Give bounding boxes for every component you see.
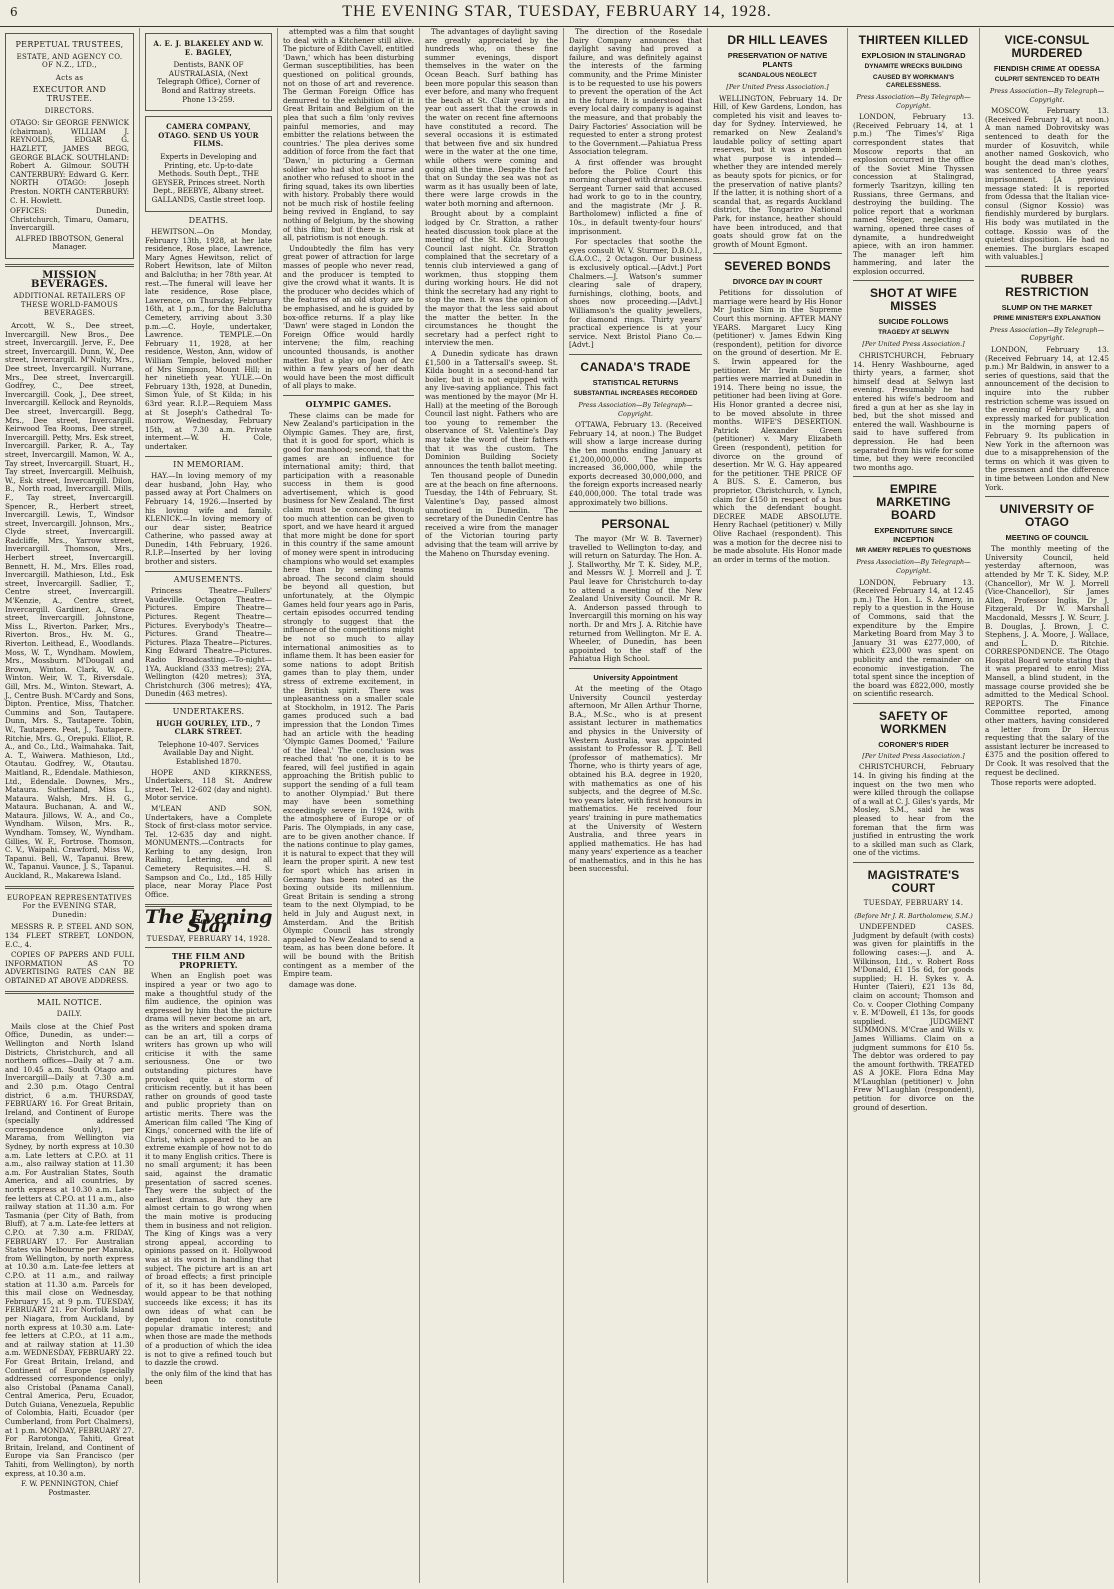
perpetual-acts: Acts as bbox=[55, 73, 84, 82]
divider bbox=[5, 886, 134, 889]
general-manager: ALFRED IBBOTSON, General Manager. bbox=[15, 233, 124, 252]
thirteen-killed-subhead: EXPLOSION IN STALINGRAD bbox=[861, 51, 966, 60]
safety-of-workmen-body: CHRISTCHURCH, February 14. In giving his finding at the inquest on the two men who were killed through the collapse of a wall at C. J. Giles's yards, Mr Mosley, S.M., said he was pleased to hear from the foreman that the firm was justified in entrusting the work to a skilled man such as Clark, one of the victims. bbox=[853, 762, 974, 858]
divider bbox=[853, 862, 974, 863]
mail-notice-title: MAIL NOTICE. bbox=[36, 997, 103, 1007]
thirteen-killed-subhead-3: CAUSED BY WORKMAN'S CARELESSNESS. bbox=[872, 74, 955, 89]
canada-trade-body: OTTAWA, February 13. (Received February 14, at noon.) The Budget will show a large increase during the ten months ending January at £1,200,000,000. The imports increased 36,000,000, while the exports decreased 30,000,000, and the foreign exports increased nearly £40,000,000. The total trade was approximately two billions. bbox=[569, 420, 702, 507]
divider bbox=[283, 395, 414, 396]
empire-marketing-headline: EMPIRE MARKETING BOARD bbox=[876, 482, 951, 523]
shot-at-wife-byline: [Per United Press Association.] bbox=[862, 340, 965, 349]
canada-trade-byline: Press Association—By Telegraph—Copyright. bbox=[578, 400, 693, 418]
page-number: 6 bbox=[10, 5, 18, 19]
editorial-body-continued-2: Undoubtedly the film has very great power of attraction for large masses of people who never read, and the producer is tempted to give the crowd what it wants. It is the producer who decides which of the features of an old story are to be emphasised, and he is guided by box-office returns. If a play like 'Dawn' were staged in London the Foreign Office would hardly intervene; the film, reaching uncounted thousands, is another matter. But a play on Joan of Arc within a few years of her death would have been the most difficult of all plays to make. bbox=[283, 243, 414, 391]
university-otago-subhead: MEETING OF COUNCIL bbox=[1005, 533, 1089, 543]
divider bbox=[5, 991, 134, 994]
undertakers-title: UNDERTAKERS. bbox=[172, 706, 245, 716]
divider bbox=[145, 703, 272, 704]
university-otago-body: The monthly meeting of the University Council, held yesterday afternoon, was attended by Mr T. K. Sidey, M.P. (Chancellor), Mr W. J. Morrell (Vice-Chancellor), Sir James Allen, Professor Inglis, Dr J. Fitzgerald, Dr W. Marshall Macdonald, Messrs J. W. Scurr, J. B. Douglas, J. Brown, J. C. Stephens, J. A. Moore, J. Wallace, and L. D. Ritchie. CORRESPONDENCE. The Otago Hospital Board wrote stating that it was prepared to enrol Miss Mansell, a blind student, in the massage course provided she be admitted to the Medical School. REPORTS. The Finance Committee reported, among other matters, having considered a letter from Dr Hercus requesting that the salary of the assistant lecturer be increased to £375 and the position offered to Dr Cook. It was resolved that the request be declined. bbox=[985, 544, 1109, 777]
editorial-body-continued: attempted was a film that sought to deal with a Kitchener still alive. The picture of Edith Cavell, entitled 'Dawn,' which has been disturbing German susceptibilities, has been questioned on political grounds, not on those of art and reverence. The German Foreign Office has demurred to the exhibition of it in Great Britain and Belgium on the plea that such a film 'only revives painful memories, and may embitter the relations between the countries.' The plea derives some addition of force from the fact that 'Dawn,' in picturing a German soldier who had shot a nurse and another who refused to shoot in the firing squad, takes its own liberties with history. Probably there would not be much risk of hostile feeling being revived in England, to say nothing of Belgium, by the showing of this film; but if there is risk at all, patriotism is not enough. bbox=[283, 28, 414, 243]
mission-beverages-subtitle: ADDITIONAL RETAILERS OF THESE WORLD-FAMOUS BEVERAGES. bbox=[13, 292, 126, 318]
thirteen-killed-byline: Press Association—By Telegraph—Copyright. bbox=[856, 93, 971, 110]
divider bbox=[985, 266, 1109, 267]
safety-of-workmen-byline: [Per United Press Association.] bbox=[862, 751, 965, 760]
column-6 bbox=[708, 28, 848, 1583]
evening-star-nameplate: The Evening Star bbox=[145, 906, 272, 938]
divider bbox=[713, 253, 842, 254]
severed-bonds-subhead: DIVORCE DAY IN COURT bbox=[732, 277, 823, 287]
dentists-ad bbox=[145, 33, 272, 111]
column-5 bbox=[564, 28, 708, 1583]
perpetual-subtitle: ESTATE, AND AGENCY CO. OF N.Z., LTD., bbox=[16, 52, 123, 70]
rubber-restriction-byline: Press Association—By Telegraph—Copyright. bbox=[989, 325, 1105, 343]
camera-company-ad bbox=[145, 116, 272, 211]
rubber-restriction-subhead: SLUMP ON THE MARKET bbox=[1001, 302, 1093, 312]
olympic-games-body: These claims can be made for New Zealand's participation in the Olympic Games. They are, first, that it is good for sport, which is good for manhood; second, that the games are an influence for international amity; third, that participation with a reasonable success in them is good advertisement, which is good business for New Zealand. The first claim must be conceded, though too much attention can be given to sport, and we have heard it argued that more might be done for sport in this country if the same amount of money were spent in introducing champions who would set examples here than by sending teams abroad. The second claim should be beyond all question, but unfortunately, at the Olympic Games held four years ago in Paris, certain episodes occurred tending strongly to suggest that the influence of the competitions might be not so much to allay international animosities as to inflame them. It has been easier for some nations to adopt British games than to play them, under stress of extreme excitement, in the British spirit. There was unpleasantness on a smaller scale at Stockholm, in 1912. The Paris games produced such a bad impression that the London Times had an article with the heading 'Olympic Games Doomed,' 'Failure of the Ideal.' The conclusion was reached that 'no one, it is to be feared, will feel justified in again approaching the British public to support the sending of a full team to another Olympiad.' But there may have been something exceedingly severe in 1924, with the atmosphere of Europe or of Paris. The Olympiads, in any case, are to be given another chance. If the nations continue to play games, it is natural to expect that they will learn the proper spirit. A new test for sport which has arisen in Germany has been noted as the boxing outside its millennium. Great Britain is sending a strong team to the next Olympiad, to be held in July and August next, in Amsterdam. And the British Olympic Council has strongly appealed to New Zealand to send a team, as has been done before. It will be bound with the British contingent as a member of the Empire team. bbox=[283, 410, 414, 979]
vice-consul-subhead: FIENDISH CRIME AT ODESSA bbox=[993, 64, 1101, 73]
deaths-title: DEATHS. bbox=[188, 215, 229, 225]
dr-hill-headline: DR HILL LEAVES bbox=[727, 33, 828, 47]
thirteen-killed-subhead-2: DYNAMITE WRECKS BUILDING bbox=[864, 63, 963, 70]
magistrates-court-before: (Before Mr J. R. Bartholomew, S.M.) bbox=[854, 911, 973, 920]
empire-marketing-byline: Press Association—By Telegraph—Copyright. bbox=[856, 558, 971, 575]
divider bbox=[985, 496, 1109, 497]
dr-hill-body: WELLINGTON, February 14. Dr Hill, of Kew Gardens, London, has completed his visit and leaves to-day for Sydney. Interviewed, he remarked on New Zealand's laudable policy of setting apart reserves, but it was a problem what purpose is intended—whether they are intended merely as beauty spots for picnics, or for the preservation of native plants? If the latter, it is nothing short of a scandal that, as regards Auckland district, the Tongariro National Park, for instance, heather should have been introduced, and that goats should grow fat on the growth of Mount Egmont. bbox=[713, 93, 842, 249]
local-news-paragraph: The advantages of daylight saving are greatly appreciated by the hundreds who, on these fine summer evenings, disport themselves in the water on the Ocean Beach. Surf bathing has been more popular this season than ever before, and many who frequent the beach at St. Clair year in and year out assert that the crowds in the water on recent fine afternoons have constituted a record. The several occasions it is estimated that between five and six hundred were in the water at the one time, while others were coming and going all the time. Despite the fact that on Sunday the sea was not as warm as it has usually been of late, there were large crowds in the water both morning and afternoon. bbox=[425, 28, 559, 208]
small-advertisements: For spectacles that soothe the eyes consult W. V. Sturmer, D.B.O.I., G.A.O.C., 2 Octagon. Our business is exclusively optical.—[Advt.] Port Chalmers.—J. Watson's summer clearing sale of drapery, furnishings, clothing, boots, and shoes now proceeding.—[Advt.] Williamson's the quality jewellers, for diamond rings. Thirty years' practical experience is at your service. Next Bristol Piano Co.—[Advt.] bbox=[569, 237, 702, 350]
dentists-ad-heading: A. E. J. BLAKELEY AND W. E. BAGLEY, bbox=[153, 39, 264, 57]
dr-hill-subhead: PRESERVATION OF NATIVE PLANTS bbox=[727, 51, 828, 69]
personal-body: The mayor (Mr W. B. Taverner) travelled to Wellington to-day, and will return on Saturday. The Hon. A. J. Stallworthy, Mr T. K. Sidey, M.P., and Messrs W. J. Morrell and J. T. Paul leave for Christchurch to-day to attend a meeting of the New Zealand University Council. Mr R. A. Anderson passed through to Invercargill this morning on his way north. Dr and Mrs J. A. Ritchie have returned from Wellington. Mr E. A. Wheeler, of Dunedin, has been appointed to the staff of the Pahiatua High School. bbox=[569, 534, 702, 664]
perpetual-role: EXECUTOR AND TRUSTEE. bbox=[32, 85, 107, 103]
dentists-ad-body: Dentists, BANK OF AUSTRALASIA, (Next Telegraph Office), Corner of Bond and Rattray streets. Phone 13-259. bbox=[157, 60, 260, 104]
directors-heading: DIRECTORS. bbox=[44, 106, 95, 115]
university-appointment-headline: University Appointment bbox=[593, 673, 678, 682]
rubber-restriction-subhead-2: PRIME MINISTER'S EXPLANATION bbox=[993, 314, 1101, 322]
mail-notice-signoff: F. W. PENNINGTON, Chief Postmaster. bbox=[20, 1479, 119, 1497]
perpetual-trustees-ad bbox=[5, 33, 134, 259]
vice-consul-subhead-2: CULPRIT SENTENCED TO DEATH bbox=[994, 76, 1100, 83]
safety-of-workmen-headline: SAFETY OF WORKMEN bbox=[879, 708, 948, 736]
local-news-paragraph: Brought about by a complaint lodged by Cr. Stratton, a rather heated discussion took place at the meeting of the St. Kilda Borough Council last night. Cr. Stratton complained that the secretary of a tennis club interviewed a gang of workmen, thus stopping them during working hours. He did not think the secretary had any right to stop the men. It was the opinion of the mayor that the less said about the matter the better. In the circumstances he thought the secretary had a perfect right to interview the men. bbox=[425, 209, 558, 348]
amusements-body: Princess Theatre—Fullers' Vaudeville. Octagon Theatre—Pictures. Empire Theatre—Pictures. Regent Theatre—Pictures. Everybody's Theatre—Pictures. Grand Theatre—Pictures. Plaza Theatre—Pictures. King Edward Theatre—Pictures. Radio Broadcasting.—To-night—1YA, Auckland (333 metres); 2YA, Wellington (420 metres); 3YA, Christchurch (306 metres); 4YA, Dunedin (463 metres). bbox=[145, 586, 272, 699]
canada-trade-subhead: STATISTICAL RETURNS bbox=[592, 377, 679, 387]
column-4 bbox=[420, 28, 564, 1583]
canada-trade-headline: CANADA'S TRADE bbox=[580, 359, 691, 374]
amusements-title: AMUSEMENTS. bbox=[173, 574, 244, 584]
mission-beverages-title: MISSION BEVERAGES. bbox=[30, 270, 109, 290]
gourley-body: Telephone 10-407. Services Available Day and Night. Established 1870. bbox=[158, 739, 259, 766]
mail-notice-body: Mails close at the Chief Post Office, Dunedin, as under:— Wellington and North Island Districts, Christchurch, and all northern offices—Daily at 7 a.m. and 10.45 a.m. South Otago and Invercargill—Daily at 7.30 a.m. and 2.30 p.m. Otago Central district, 6 a.m. THURSDAY, FEBRUARY 16. For Great Britain, Ireland, and Continent of Europe (specially addressed correspondence only), per Marama, from Wellington via Sydney, by north express at 10.30 a.m. Late letters at C.P.O. at 11 a.m., also railway station at 11.30 a.m. For Australian States, South America, and all countries, by north express at 10.30 a.m. Late-fee letters at C.P.O. at 11 a.m., also railway station at 11.30 a.m. For Tasmania (per City of Bath, from Bluff), at 7 a.m. Late-fee letters at C.P.O. at 7.30 a.m. FRIDAY, FEBRUARY 17. For Australian States via Melbourne per Manuka, from Wellington, by north express at 10.30 a.m. Late-fee letters at C.P.O. at 11 a.m., and railway station at 11.30 a.m. Parcels for this mail close on Wednesday, February 15, at 9 p.m. TUESDAY, FEBRUARY 21. For Norfolk Island per Niagara, from Auckland, by north express at 10.30 a.m. Late-fee letters at C.P.O., at 11 a.m., and at railway station at 11.30 a.m. WEDNESDAY, FEBRUARY 22. For Great Britain, Ireland, and Continent of Europe (specially addressed correspondence only), also Cristobal (Panama Canal), Central America, Peru, Ecuador, Dutch Guiana, Venezuela, Republic of Colombia, Haiti, Ecuador (per Cumberland, from Port Chalmers), at 1 p.m. MONDAY, FEBRUARY 27. For Rarotonga, Tahiti, Great Britain, Ireland, and Continent of Europe via San Francisco (per Tahiti, from Wellington), by north express, at 10.30 a.m. bbox=[5, 1021, 134, 1478]
column-2 bbox=[140, 28, 278, 1583]
in-memoriam-body: HAY.—In loving memory of my dear husband, John Hay, who passed away at Port Chalmers on February 14, 1926.—Inserted by his loving wife and family. KLENICK.—In loving memory of our dear sister, Beatrice Catherine, who passed away at Dunedin, 14th February, 1926. R.I.P.—Inserted by her loving brother and sisters. bbox=[145, 471, 272, 567]
camera-ad-body: Experts in Developing and Printing, etc. Up-to-date Methods. South Dept., THE GEYSER, Princes street. North Dept., BEEBYE, Albany street. GALLANDS, Castle street loop. bbox=[151, 151, 266, 204]
divider bbox=[5, 264, 134, 267]
local-news-paragraph: Ten thousand people of Dunedin are at the beach on fine afternoons. Tuesday, the 14th of February, St. Valentine's Day, passed almost unnoticed in Dunedin. The secretary of the Dunedin Centre has received a wire from the manager of the Victorian touring party advising that the team will arrive by the Maheno on Thursday evening. bbox=[425, 471, 558, 558]
university-otago-closing: Those reports were adopted. bbox=[991, 778, 1097, 788]
european-representatives-body: MESSRS R. P. STEEL AND SON, 134 FLEET STREET, LONDON, E.C., 4. bbox=[5, 922, 134, 949]
camera-ad-heading: CAMERA COMPANY, OTAGO. SEND US YOUR FILMS. bbox=[158, 122, 259, 149]
vice-consul-byline: Press Association—By Telegraph—Copyright. bbox=[989, 87, 1105, 104]
editorial-continuation: the only film of the kind that has been bbox=[145, 1368, 272, 1387]
empire-marketing-body: LONDON, February 13. (Received February 14, at 12.45 p.m.) The Hon. L. S. Amery, in reply to a question in the House of Commons, said that the expenditure by the Empire Marketing Board from May 3 to January 31 was £277,000, of which £23,000 was spent on publicity and the remainder on economic investigation. The total spent since the inception of the board was £822,000, mostly on scientific research. bbox=[853, 577, 974, 699]
divider bbox=[145, 571, 272, 572]
local-news-paragraph: The direction of the Rosedale Dairy Company announces that daylight saving had proved a failure, and was definitely against the interests of the farming community, and the Prime Minister is to be requested to use his powers to prevent the operation of the Act in the future. It is understood that every local dairy company is against the measure, and that probably the Dairy Factories' Association will be requested to enter a strong protest to the Government.—Pahiatua Press Association telegram. bbox=[569, 28, 702, 157]
mail-notice-daily: DAILY. bbox=[56, 1010, 83, 1019]
divider bbox=[853, 280, 974, 281]
rubber-restriction-body: LONDON, February 13. (Received February 14, at 12.45 p.m.) Mr Baldwin, in answer to a series of questions, said that the announcement of the decision to inquire into the rubber restriction scheme was issued on the evening of February 9, and expressly marked for publication in the morning papers of February 9. Its publication in New York in the afternoon was due to a misapprehension of the terms on which it was given to the pressmen and the difference in time between London and New York. bbox=[985, 345, 1109, 492]
divider bbox=[145, 947, 272, 948]
canada-trade-subhead-2: SUBSTANTIAL INCREASES RECORDED bbox=[573, 389, 698, 397]
dr-hill-byline: [Per United Press Association.] bbox=[726, 83, 829, 91]
safety-of-workmen-subhead: CORONER'S RIDER bbox=[878, 739, 949, 749]
editorial-body: When an English poet was inspired a year or two ago to make a thoughtful study of the film audience, the opinion was expressed by him that the picture drama will never become an art, as the writers and spoken drama can be an art, till a corps of writers has grown up who will criticise it with the same seriousness. One or two outstanding pictures have provoked quite a storm of criticism recently, but it has been rather on grounds of good taste and public propriety than on artistic merits. There was the American film called 'The King of Kings,' concerned with the life of Christ, which appeared to be an extreme example of how not to do it to many English critics. There is no small argument; it has been said, against the dramatic presentation of sacred scenes. They were the subject of the earliest dramas. But they are almost certain to go wrong when the main motive is producing them in business and not religion. The King of Kings was a very strong appeal, according to opinions passed on it. Hollywood was at its worst in handling that subject. The picture art is an art of broad effects; a first principle of it, so it has been developed, would appear to be that nothing succeeds like excess; it has its own ideas of what can be depended upon to constitute popular dramatic interest; and when those are made the methods of a production of which the idea is not to give a refined touch but to dazzle the crowd. bbox=[145, 971, 272, 1368]
empire-marketing-subhead: EXPENDITURE SINCE INCEPTION bbox=[874, 526, 953, 545]
column-8 bbox=[980, 28, 1114, 1583]
olympic-games-heading: OLYMPIC GAMES. bbox=[305, 398, 392, 409]
university-otago-headline: UNIVERSITY OF OTAGO bbox=[999, 502, 1095, 530]
local-news-paragraph: A Dunedin sydicate has drawn £1,500 in a Tattersall's sweep. St. Kilda bought in a second-hand tar boiler, but it is not equipped with any live-saving appliance. This fact was mentioned by the mayor (Mr H. Hall) at the meeting of the Borough Council last night. Fathers who are too young to remember the observance of St. Valentine's Day may take the word of their fathers that it was the custom. The Dominion Building Society announces the tenth ballot meeting. bbox=[425, 348, 558, 470]
column-1 bbox=[0, 28, 140, 1583]
severed-bonds-headline: SEVERED BONDS bbox=[724, 259, 831, 274]
column-3-tail: damage was done. bbox=[289, 979, 357, 989]
editorial-heading: THE FILM AND PROPRIETY. bbox=[171, 951, 246, 970]
shot-at-wife-subhead: SUICIDE FOLLOWS bbox=[878, 317, 949, 327]
european-representatives-note: COPIES OF PAPERS AND FULL INFORMATION AS TO ADVERTISING RATES CAN BE OBTAINED AT ABOVE ADDRESS. bbox=[5, 950, 134, 985]
divider bbox=[853, 476, 974, 477]
personal-headline: PERSONAL bbox=[601, 517, 670, 532]
editorial-date: TUESDAY, FEBRUARY 14, 1928. bbox=[146, 934, 271, 943]
magistrates-court-date: TUESDAY, FEBRUARY 14. bbox=[863, 899, 964, 907]
divider bbox=[853, 703, 974, 704]
dr-hill-subhead-2: SCANDALOUS NEGLECT bbox=[738, 72, 817, 79]
magistrates-court-headline: MAGISTRATE'S COURT bbox=[867, 868, 960, 895]
offices-list: OFFICES: Dunedin, Christchurch, Timaru, Oamaru, Invercargill. bbox=[10, 206, 129, 233]
page-columns bbox=[0, 28, 1114, 1583]
empire-marketing-subhead-2: MR AMERY REPLIES TO QUESTIONS bbox=[855, 547, 972, 555]
deaths-body: HEWITSON.—On Monday, February 13th, 1928, at her late residence, Rose place, Lawrence, Mary Agnes Hewitson, relict of Robert Hewitson, late of Milton and Balclutha; in her 78th year. At rest.—The funeral will leave her late residence, Rose place, Lawrence, on Thursday, February 16th, at 1 p.m., for the Balclutha Cemetery, arriving about 3.30 p.m.—C. Hoyle, undertaker, Lawrence. TEMPLE.—On February 11, 1928, at her residence, Weston, Ann, widow of William Temple, beloved mother of Mrs Simpson, Mount Hill; in her ninetieth year. YULE.—On February 13th, 1928, at Dunedin, Simon Yule, of St Kilda; in his 63rd year. R.I.P.—Requiem Mass at St Joseph's Cathedral To-morrow, Wednesday, February 15th, at 7.30 a.m. Private interment.—W. H. Cole, undertaker. bbox=[145, 227, 272, 451]
column-3 bbox=[278, 28, 420, 1583]
shot-at-wife-headline: SHOT AT WIFE MISSES bbox=[869, 286, 958, 314]
directors-list: OTAGO: Sir GEORGE FENWICK (chairman), WILLIAM J. REYNOLDS, EDGAR G. HAZLETT, JAMES BEGG, GEORGE BLACK. SOUTHLAND: Robert A. Gilmour. SOUTH CANTERBURY: Edward G. Kerr. NORTH OTAGO: Joseph Preston. NORTH CANTERBURY: C. H. Howlett. bbox=[10, 118, 129, 205]
newspaper-masthead-title: THE EVENING STAR, TUESDAY, FEBRUARY 14, 1928. bbox=[342, 3, 772, 20]
divider bbox=[569, 354, 702, 355]
severed-bonds-body: Petitions for dissolution of marriage were heard by His Honor Mr Justice Sim in the Supreme Court this morning. AFTER MANY YEARS. Margaret Lucy King (petitioner) v. James Edwin King (respondent), petition for divorce on the ground of desertion. Mr E. S. Irwin appeared for the petitioner. Mr Irwin said the parties were married at Dunedin in 1914. There being no issue, the petitioner had been living at Gore. His Honor granted a decree nisi, to be moved absolute in three months. WIFE'S DESERTION. Patrick Alexander Green (petitioner) v. Mary Elizabeth Green (respondent), petition for divorce on the ground of desertion. Mr W. G. Hay appeared for the petitioner. THE PRICE OF A BUS. S. E. Cameron, bus proprietor, Christchurch, v. Lynch, claim for £150 in respect of a bus which the defendant bought. DECREE MADE ABSOLUTE. Henry Rachael (petitioner) v. Milly Olive Rachael (respondent). This was a motion for the decree nisi to be made absolute. His Honor made an order in terms of the motion. bbox=[713, 288, 842, 564]
university-appointment-body: At the meeting of the Otago University Council yesterday afternoon, Mr Allen Arthur Thorne, B.A., M.Sc., who is at present assistant lecturer in mathematics and physics in the University of Western Australia, was appointed assistant to Professor R. J. T. Bell (professor of mathematics). Mr Thorne, who is thirty years of age, obtained his B.A. degree in 1920, with mathematics as one of his subjects, and the degree of M.Sc. two years later, with first honours in mathematics. He received four years' training in pure mathematics at the University of Western Australia, and three years in applied mathematics. He has had many years' experience as a teacher of mathematics, and in this he has been successful. bbox=[569, 684, 703, 874]
gourley-heading: HUGH GOURLEY, LTD., 7 CLARK STREET. bbox=[156, 718, 261, 737]
perpetual-title: PERPETUAL TRUSTEES, bbox=[15, 40, 124, 49]
thirteen-killed-body: LONDON, February 13. (Received February 14, at 1 p.m.) 'The Times's' Riga correspondent states that Moscow reports that an explosion occurred in the office of the Soviet Mine Thyssen concession at Stalingrad, formerly Tsaritzyn, killing ten Russians, three Germans, and destroying the building. The police report that a workman named Steiger, neglecting a warning, opened three cases of dynamite, a hundredweight apiece, with an iron hammer. The manager left him hammering, and later the explosion occurred. bbox=[853, 112, 974, 276]
divider bbox=[145, 456, 272, 457]
local-news-paragraph: A first offender was brought before the Police Court this morning charged with drunkenness. Sergeant Turner said that accused had work to go to in the country, and the magistrate (Mr J. R. Bartholomew) inflicted a fine of 10s., in default twenty-four hours' imprisonment. bbox=[569, 157, 702, 236]
divider bbox=[569, 668, 702, 669]
rubber-restriction-headline: RUBBER RESTRICTION bbox=[1005, 271, 1089, 299]
vice-consul-headline: VICE-CONSUL MURDERED bbox=[1004, 33, 1090, 60]
shot-at-wife-subhead-2: TRAGEDY AT SELWYN bbox=[878, 329, 949, 337]
european-representatives-title: EUROPEAN REPRESENTATIVES For the EVENING STAR, Dunedin: bbox=[6, 893, 133, 919]
in-memoriam-title: IN MEMORIAM. bbox=[173, 459, 244, 469]
shot-at-wife-body: CHRISTCHURCH, February 14. Henry Washbourne, aged thirty years, a farmer, shot himself dead at Selwyn last evening. Presumably he had entered his wife's bedroom and fired a gun at her as she lay in bed, but the shot missed and entered the wall. Washbourne is said to have suffered from depression. He had been separated from his wife for some time, but they were reconciled two months ago. bbox=[853, 351, 974, 472]
masthead bbox=[0, 0, 1114, 27]
mclean-son-ad: M'LEAN AND SON, Undertakers, have a Complete Stock of first-class motor service. Tel. 12-635 day and night. MONUMENTS.—Contracts for Kerbing to any design, Iron Railing, Lettering, and all Cemetery Requisites.—H. S. Sampson and Co., Ltd., 185 Hilly place, near Moray Place Post Office. bbox=[145, 803, 272, 899]
vice-consul-body: MOSCOW, February 13. (Received February 14, at noon.) A man named Dobrovitsky was sentenced to death for the murder of Kosuvitch, while another named Goskovich, who bought the dead man's clothes, was sentenced to three years' imprisonment. [A previous message stated: It is reported from Odessa that the Italian vice-consul (Signor Kossio) was fiendishly murdered by burglars. His body was mutilated in the cottage. Kossio was of the quietest disposition. He had no enemies. The burglars escaped with valuables.] bbox=[985, 106, 1109, 262]
column-7 bbox=[848, 28, 980, 1583]
hope-kirkness-ad: HOPE AND KIRKNESS, Undertakers, 118 St. Andrew street. Tel. 12-602 (day and night). Motor service. bbox=[145, 767, 272, 803]
thirteen-killed-headline: THIRTEEN KILLED bbox=[858, 33, 969, 47]
mission-retailers-list: Arcott, W. S., Dee street, Invercargill. New Bros., Dee street, Invercargill. Jerve, F., Dee street, Invercargill. Dunn, W., Dee street, Invercargill. M'Nulty, Mrs., Dee street, Invercargill. Nurrane, Mrs., Dee street, Invercargill. Godfrey, C., Dee street, Invercargill. Cook, J., Dee street, Invercargill. Kellock and Reynolds, Dee street, Invercargill. Begg, Mrs., Dee street, Invercargill. Keirwood Tea Rooms, Dee street, Invercargill. Petty, Mrs. Esk street, Invercargill. Parker, R. A., Tay street, Invercargill. Mamon, W. A., Tay street, Invercargill. Stuart, H., Tay street, Invercargill. Melhuish, W., Esk street, Invercargill. Dilon, B., North road, Invercargill. Mills, F., Tay street, Invercargill. Spencer, R., Herbert street, Invercargill. Lewis, T., Windsor street, Invercargill. Johnson, Mrs., Clyde street, Invercargill. Radcliffe, Mrs., Yarrow street, Invercargill. Thomson, Mrs., Herbert street, Invercargill. Bennett, H. M., Mrs. Elles road, Invercargill. Mathieson, Ltd., Esk street, Invercargill. Sadlier, T., Centre street, Invercargill. M'Kenzie, A., Centre street, Invercargill. Gardiner, A., Grace street, Invercargill. Johnstone, Miss L., Riverton. Parker, Mrs., Riverton. Bros., Hv. M. G., Riverton. Leithead, E., Woodlands. Moss, W. T., Wyndham. Mowlem, Mrs., Mossburn. M'Dougall and Brown, Winton. Clark, W. G., Winton. Weir, W. T., Riversdale. Gill, Mrs. M., Winton. Stewart, A. J., Centre Bush. M'Cardy and Sons, Dipton. Prentice, Miss, Thatcher. Cummins and Son, Tautapere. Dunn, Mrs. S., Tautapere. Tobin, W., Tautapere. Peat, J., Tautapere. Ritchie, Mrs. G., Orepuki. Elliot, R. A., and Co., Ltd., Waimahaka. Tait, A. T., Waiwera. Mathieson, Ltd., Otautau. Godfrey, W., Otautau. Maitland, R., Edendale. Mathieson, Ltd., Edendale. Downes, Mrs., Mataura. Sutherland, Miss L., Mataura. Walsh, Mrs. H. G., Mataura. Buchanan, A. and W., Mataura. Jillows, W. A., and Co., Wyndham. Wilson, Mrs. R., Wyndham. Tomsey, W., Wyndham. Gillies, W. F., Fortrose. Thomson, C. V., Waipahi. Crawford, Miss W., Tapanui. Bell, W., Tapanui. Brew, W., Tapanui. Vaunce, J. S., Tapanui. Auckland, R., Makarewa Island. bbox=[5, 321, 134, 881]
divider bbox=[569, 511, 702, 512]
magistrates-court-body: UNDEFENDED CASES. Judgment by default (with costs) was given for plaintiffs in the following cases:—J. and A. Wilkinson, Ltd., v. Robert Ross M'Donald, £1 15s 6d, for goods supplied; H. H. Sykes v. A. Hunter (Taieri), £21 13s 8d, claim on account; Thomson and Co. v. Cooper Clothing Company v. E. M'Dowell, £1 13s, for goods supplied. JUDGMENT SUMMONS. M'Crae and Wills v. James Williams. Claim on a judgment summons for £10 5s. The debtor was ordered to pay the amount forthwith. TREATED AS A JOKE. Flora Edna May M'Laughlan (petitioner) v. John Frew M'Laughlan (respondent), petition for divorce on the ground of desertion. bbox=[853, 922, 974, 1112]
